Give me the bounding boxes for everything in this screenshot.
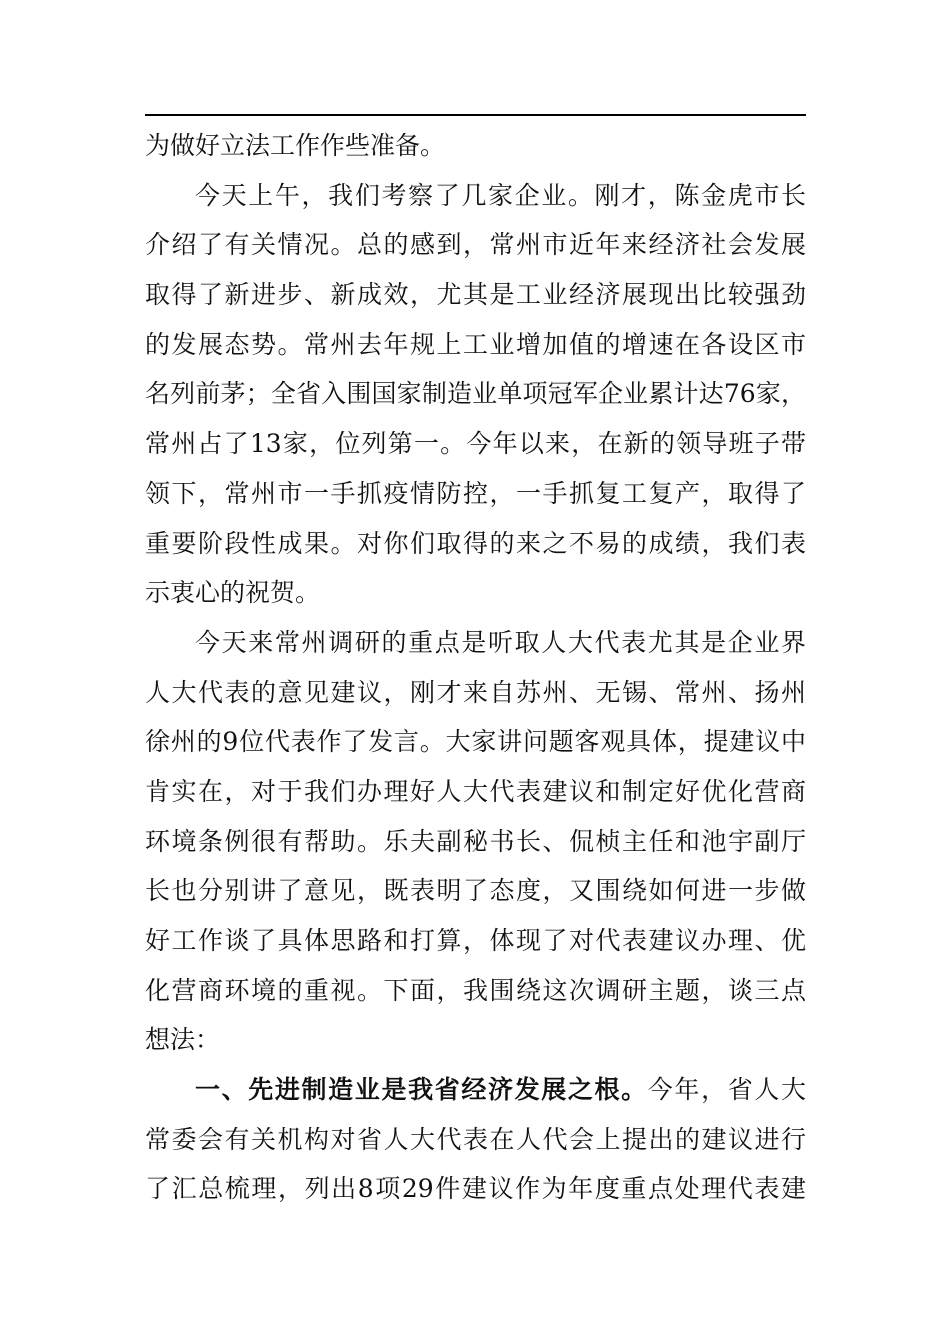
section-heading: 一、先进制造业是我省经济发展之根。 [195, 1075, 648, 1105]
text-line [145, 1065, 806, 1115]
header-rule [145, 114, 806, 116]
text-line: 取得了新进步、新成效，尤其是工业经济展现出比较强劲 [145, 280, 806, 310]
text-line: 名列前茅；全省入围国家制造业单项冠军企业累计达76家， [145, 379, 806, 409]
text-line: 领下，常州市一手抓疫情防控，一手抓复工复产，取得了 [145, 478, 806, 508]
text-run: 今年，省人大 [647, 1075, 806, 1105]
text-line: 今天来常州调研的重点是听取人大代表尤其是企业界 [195, 627, 806, 657]
text-line: 好工作谈了具体思路和打算，体现了对代表建议办理、优 [145, 926, 806, 955]
text-line: 今天上午，我们考察了几家企业。刚才，陈金虎市长 [195, 180, 806, 210]
text-line: 想法： [145, 1025, 221, 1055]
text-line: 了汇总梳理，列出8项29件建议作为年度重点处理代表建 [145, 1174, 806, 1204]
text-line: 人大代表的意见建议，刚才来自苏州、无锡、常州、扬州 [145, 677, 806, 707]
document-body [145, 121, 806, 1214]
text-line: 长也分别讲了意见，既表明了态度，又围绕如何进一步做 [145, 876, 806, 906]
text-line: 化营商环境的重视。下面，我围绕这次调研主题，谈三点 [145, 975, 806, 1005]
text-line: 环境条例很有帮助。乐夫副秘书长、侃桢主任和池宇副厅 [145, 826, 806, 856]
text-line: 肯实在，对于我们办理好人大代表建议和制定好优化营商 [145, 776, 806, 806]
text-line: 重要阶段性成果。对你们取得的来之不易的成绩，我们表 [145, 528, 806, 558]
text-line: 介绍了有关情况。总的感到，常州市近年来经济社会发展 [145, 230, 806, 260]
text-line: 常委会有关机构对省人大代表在人代会上提出的建议进行 [145, 1124, 806, 1154]
text-line: 常州占了13家，位列第一。今年以来，在新的领导班子带 [145, 429, 806, 459]
text-line: 徐州的9位代表作了发言。大家讲问题客观具体，提建议中 [145, 727, 806, 757]
text-line: 为做好立法工作作些准备。 [145, 131, 446, 160]
text-line: 的发展态势。常州去年规上工业增加值的增速在各设区市 [145, 329, 806, 359]
text-line: 示衷心的祝贺。 [145, 578, 321, 608]
